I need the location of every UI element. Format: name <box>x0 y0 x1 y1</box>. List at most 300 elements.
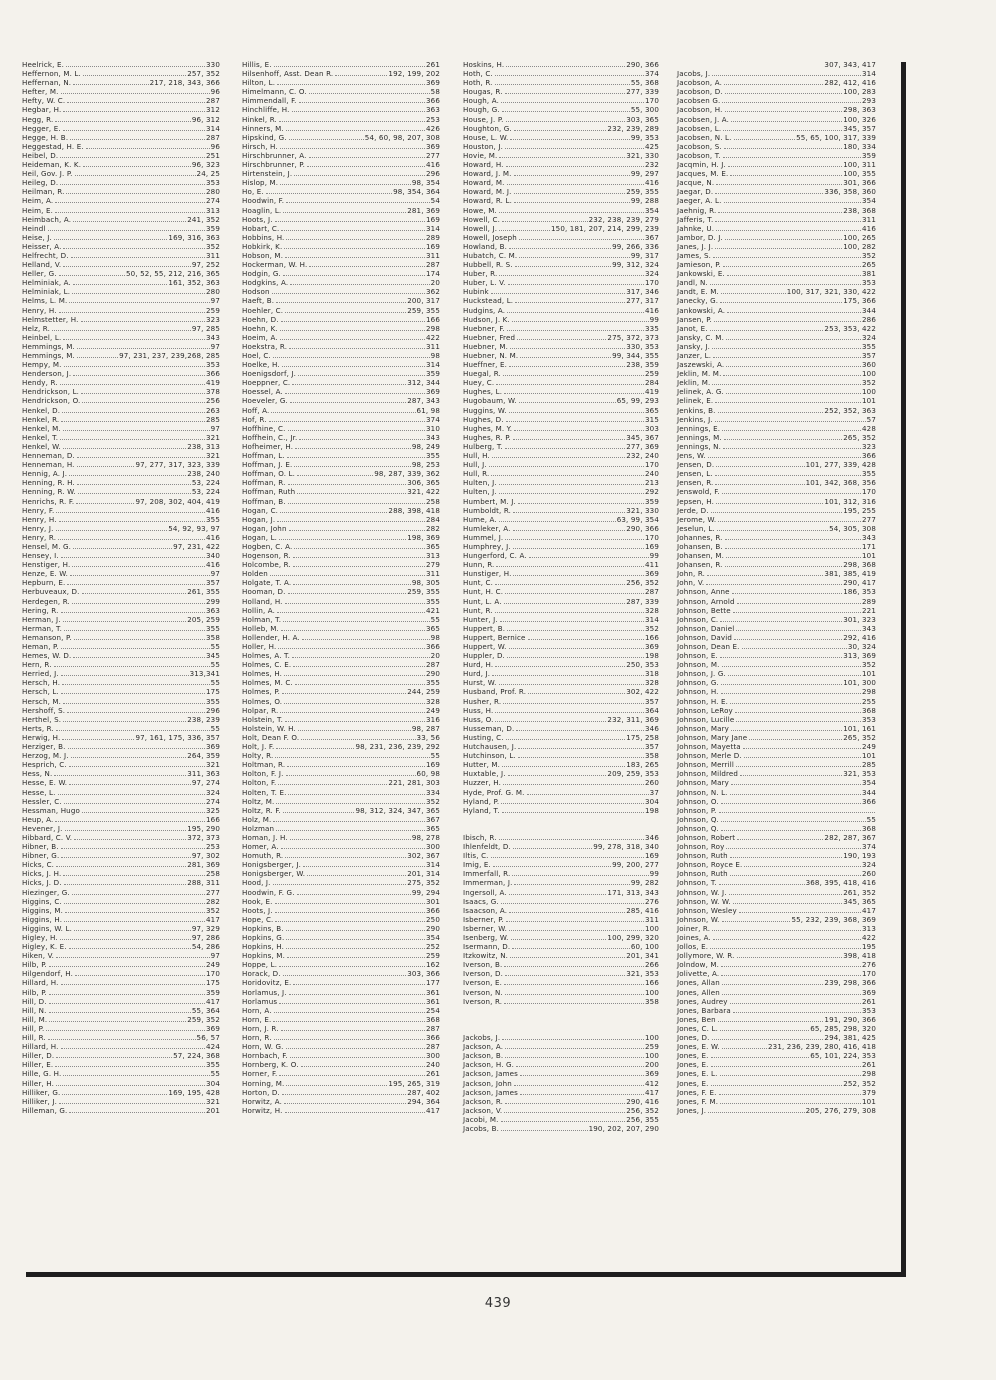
index-entry <box>22 715 220 724</box>
dot-leader <box>712 1039 824 1040</box>
entry-pages: 257, 352 <box>187 69 220 79</box>
dot-leader <box>303 866 425 867</box>
entry-name: Horack, D. <box>242 969 281 979</box>
index-entry <box>242 296 440 305</box>
dot-leader <box>68 748 205 749</box>
entry-name: Hough, G. <box>463 105 500 115</box>
dot-leader <box>272 293 425 294</box>
entry-pages: 101 <box>862 396 876 406</box>
dot-leader <box>529 557 649 558</box>
entry-pages: 381, 385, 419 <box>824 569 876 579</box>
entry-pages: 290, 417 <box>843 578 876 588</box>
entry-name: Hugobaum, W. <box>463 396 517 406</box>
entry-pages: 232, 238, 239, 279 <box>588 214 659 224</box>
entry-name: Hubink <box>463 287 489 297</box>
index-entry <box>242 697 440 706</box>
dot-leader <box>499 484 644 485</box>
entry-pages: 304 <box>645 796 659 806</box>
entry-name: Iverson, D. <box>463 969 503 979</box>
entry-name: Hoffman, Ruth <box>242 487 296 497</box>
entry-pages: 353 <box>862 1005 876 1015</box>
dot-leader <box>301 1066 425 1067</box>
entry-pages: 169 <box>426 214 440 224</box>
index-entry <box>242 251 440 260</box>
index-entry <box>677 60 876 69</box>
dot-leader <box>720 1075 862 1076</box>
entry-name: Jensen, L. <box>677 469 713 479</box>
dot-leader <box>281 1030 425 1031</box>
dot-leader <box>286 948 425 949</box>
entry-name: Heffernon, M. L. <box>22 69 81 79</box>
dot-leader <box>73 84 148 85</box>
dot-leader <box>505 593 644 594</box>
entry-name: Jacobs, J. <box>677 69 711 79</box>
entry-name: Heggestad, H. E. <box>22 141 84 151</box>
dot-leader <box>289 994 425 995</box>
dot-leader <box>292 384 406 385</box>
entry-pages: 317, 346 <box>626 287 659 297</box>
index-entry <box>463 1124 659 1133</box>
dot-leader <box>297 894 411 895</box>
dot-leader <box>503 703 644 704</box>
dot-leader <box>288 503 425 504</box>
index-entry <box>463 160 659 169</box>
dot-leader <box>62 684 209 685</box>
index-entry <box>242 1097 440 1106</box>
entry-name: Huggins, W. <box>463 405 507 415</box>
entry-name: Hurd, H. <box>463 660 494 670</box>
index-spacer <box>463 824 659 833</box>
entry-name: Hepburn, E. <box>22 578 66 588</box>
dot-leader <box>287 457 425 458</box>
index-entry <box>22 797 220 806</box>
index-entry <box>677 615 876 624</box>
index-entry <box>677 651 876 660</box>
entry-pages: 313,341 <box>189 669 220 679</box>
index-entry <box>22 387 220 396</box>
entry-name: Hornbach, F. <box>242 1051 288 1061</box>
entry-pages: 238, 368 <box>843 205 876 215</box>
dot-leader <box>723 130 842 131</box>
dot-leader <box>724 148 842 149</box>
index-entry <box>242 806 440 815</box>
index-entry <box>242 515 440 524</box>
entry-pages: 170 <box>645 460 659 470</box>
index-entry <box>677 78 876 87</box>
entry-name: Howell, C. <box>463 214 500 224</box>
entry-name: Hopkins, G. <box>242 933 285 942</box>
entry-name: Hipskind, G. <box>242 132 287 142</box>
dot-leader <box>499 521 616 522</box>
index-entry <box>242 733 440 742</box>
dot-leader <box>514 884 629 885</box>
index-entry <box>463 733 659 742</box>
index-entry <box>242 278 440 287</box>
entry-name: Jansen, P. <box>677 314 712 324</box>
entry-pages: 221, 281, 303 <box>388 778 440 788</box>
entry-name: Jerome, W. <box>677 514 717 524</box>
dot-leader <box>743 748 861 749</box>
index-entry <box>22 206 220 215</box>
entry-pages: 366 <box>862 451 876 461</box>
dot-leader <box>299 102 425 103</box>
dot-leader <box>510 139 629 140</box>
entry-pages: 366 <box>862 796 876 806</box>
entry-name: Hegge, H. B. <box>22 132 69 142</box>
index-entry <box>242 560 440 569</box>
entry-name: Hooman, D. <box>242 587 286 597</box>
index-entry <box>22 260 220 269</box>
index-entry <box>463 242 659 251</box>
entry-pages: 209, 259, 353 <box>607 769 659 779</box>
entry-pages: 301, 323 <box>843 614 876 624</box>
dot-leader <box>63 721 186 722</box>
entry-name: Hume, A. <box>463 514 497 524</box>
index-entry <box>22 233 220 242</box>
index-entry <box>242 406 440 415</box>
index-entry <box>677 142 876 151</box>
dot-leader <box>295 684 425 685</box>
entry-pages: 97 <box>210 341 220 351</box>
dot-leader <box>495 612 644 613</box>
entry-name: Helz, R. <box>22 323 51 333</box>
entry-name: Hill, D. <box>22 996 47 1006</box>
entry-pages: 422 <box>426 332 440 342</box>
entry-pages: 99, 353 <box>630 132 659 142</box>
dot-leader <box>73 548 172 549</box>
dot-leader <box>297 493 406 494</box>
index-entry <box>22 151 220 160</box>
entry-name: Heman, P. <box>22 642 59 651</box>
dot-leader <box>61 93 210 94</box>
dot-leader <box>284 675 425 676</box>
entry-name: Himelmann, C. O. <box>242 87 307 97</box>
entry-name: Hersch, L. <box>22 687 59 697</box>
index-entry <box>677 1006 876 1015</box>
dot-leader <box>282 1094 406 1095</box>
entry-pages: 251 <box>206 150 220 160</box>
entry-name: Jeklin, M. M. <box>677 369 722 379</box>
index-entry <box>242 742 440 751</box>
dot-leader <box>63 111 205 112</box>
index-entry <box>22 587 220 596</box>
index-entry <box>242 624 440 633</box>
entry-pages: 360 <box>862 360 876 370</box>
entry-pages: 364 <box>645 705 659 715</box>
dot-leader <box>503 375 644 376</box>
entry-name: Hesse, E. W. <box>22 778 68 788</box>
entry-name: Horn, A. <box>242 1005 272 1015</box>
index-entry <box>463 206 659 215</box>
dot-leader <box>501 903 644 904</box>
index-entry <box>463 533 659 542</box>
dot-leader <box>60 384 205 385</box>
entry-pages: 428 <box>862 423 876 433</box>
entry-pages: 232 <box>645 160 659 170</box>
entry-pages: 301 <box>426 896 440 906</box>
index-entry <box>22 633 220 642</box>
index-entry <box>463 1051 659 1060</box>
dot-leader <box>60 157 205 158</box>
index-entry <box>242 869 440 878</box>
entry-pages: 355 <box>426 678 440 688</box>
entry-name: Hicks, C. <box>22 860 55 870</box>
index-entry <box>242 433 440 442</box>
entry-name: Hempy, M. <box>22 360 62 370</box>
entry-pages: 33, 56 <box>416 732 440 742</box>
dot-leader <box>64 884 187 885</box>
entry-name: Hensel, M. G. <box>22 541 72 551</box>
entry-name: Hirschbrunner, A. <box>242 150 307 160</box>
dot-leader <box>507 330 644 331</box>
index-entry <box>677 778 876 787</box>
entry-pages: 323 <box>862 441 876 451</box>
dot-leader <box>74 639 205 640</box>
entry-name: Holt, Dean F. O. <box>242 732 300 742</box>
entry-pages: 287 <box>426 660 440 670</box>
index-entry <box>677 960 876 969</box>
entry-pages: 369 <box>426 387 440 397</box>
dot-leader <box>55 202 205 203</box>
entry-name: Huey, C. <box>463 378 495 388</box>
entry-name: Hersch, M. <box>22 696 62 706</box>
entry-name: Joiner, R. <box>677 923 711 933</box>
dot-leader <box>276 302 406 303</box>
index-entry <box>22 533 220 542</box>
index-entry <box>22 133 220 142</box>
entry-pages: 97, 231, 422 <box>173 541 220 551</box>
dot-leader <box>731 730 842 731</box>
entry-name: Hefty, W. C. <box>22 96 66 106</box>
entry-name: Herzog, M. J. <box>22 751 69 761</box>
entry-pages: 303, 366 <box>407 969 440 979</box>
entry-pages: 288, 311 <box>187 878 220 888</box>
entry-pages: 100, 265 <box>843 232 876 242</box>
entry-pages: 63, 99, 354 <box>616 514 659 524</box>
entry-pages: 416 <box>206 505 220 515</box>
entry-pages: 97, 302 <box>191 851 220 861</box>
dot-leader <box>513 548 644 549</box>
entry-name: Hiezinger, G. <box>22 887 70 897</box>
entry-pages: 101, 161 <box>843 723 876 733</box>
index-entry <box>463 469 659 478</box>
entry-name: Holcombe, R. <box>242 560 291 570</box>
dot-leader <box>495 721 606 722</box>
dot-leader <box>730 794 861 795</box>
index-entry <box>677 196 876 205</box>
dot-leader <box>519 257 630 258</box>
index-entry <box>677 942 876 951</box>
entry-pages: 98, 231, 236, 239, 292 <box>355 742 440 752</box>
entry-pages: 355 <box>426 451 440 461</box>
dot-leader <box>335 75 387 76</box>
entry-pages: 290, 416 <box>626 1096 659 1106</box>
index-entry <box>463 633 659 642</box>
entry-name: Henkel, D. <box>22 405 61 415</box>
dot-leader <box>514 175 630 176</box>
index-entry <box>463 278 659 287</box>
index-entry <box>242 906 440 915</box>
dot-leader <box>277 521 425 522</box>
index-entry <box>242 497 440 506</box>
index-entry <box>22 615 220 624</box>
dot-leader <box>49 1021 186 1022</box>
entry-pages: 311 <box>206 250 220 260</box>
entry-pages: 304 <box>206 1078 220 1088</box>
entry-pages: 169 <box>426 760 440 770</box>
entry-name: Henry, R. <box>22 532 57 542</box>
entry-name: Johnson, Wesley <box>677 905 737 915</box>
index-entry <box>463 1088 659 1097</box>
entry-pages: 316 <box>426 714 440 724</box>
entry-name: Johnson, Merrill <box>677 760 734 770</box>
dot-leader <box>285 857 406 858</box>
entry-name: Joines, A. <box>677 933 711 942</box>
entry-pages: 56, 57 <box>196 1033 220 1043</box>
entry-name: Jerde, D. <box>677 505 709 515</box>
index-entry <box>677 378 876 387</box>
index-entry <box>677 478 876 487</box>
entry-name: Hook, E. <box>242 896 273 906</box>
entry-pages: 314 <box>645 614 659 624</box>
dot-leader <box>515 266 611 267</box>
entry-pages: 240 <box>645 469 659 479</box>
entry-pages: 359 <box>862 150 876 160</box>
index-entry <box>22 960 220 969</box>
entry-name: Henkel, T. <box>22 432 59 442</box>
entry-pages: 345, 357 <box>843 123 876 133</box>
entry-name: Jackson, John <box>463 1078 512 1088</box>
dot-leader <box>514 430 644 431</box>
entry-pages: 398, 418 <box>843 951 876 961</box>
index-entry <box>463 360 659 369</box>
dot-leader <box>707 575 823 576</box>
dot-leader <box>70 139 205 140</box>
dot-leader <box>286 775 416 776</box>
entry-name: Huebner, M. <box>463 341 509 351</box>
dot-leader <box>725 111 843 112</box>
entry-name: Jacqmin, H. J. <box>677 160 726 170</box>
dot-leader <box>284 1103 406 1104</box>
index-entry <box>677 660 876 669</box>
dot-leader <box>301 739 415 740</box>
index-entry <box>242 242 440 251</box>
dot-leader <box>706 584 842 585</box>
entry-name: Johnson, J. G. <box>677 669 726 679</box>
index-entry <box>242 1042 440 1051</box>
index-entry <box>242 115 440 124</box>
index-entry <box>677 124 876 133</box>
entry-pages: 381 <box>862 269 876 279</box>
dot-leader <box>505 539 644 540</box>
entry-name: Hiken, V. <box>22 951 55 961</box>
entry-name: Hislop, M. <box>242 178 279 188</box>
index-entry <box>242 633 440 642</box>
entry-name: Johnson, T. <box>677 878 717 888</box>
entry-name: Jacobsen, J. A. <box>677 114 730 124</box>
entry-name: House, J. P. <box>463 114 504 124</box>
index-entry <box>677 687 876 696</box>
entry-pages: 365 <box>426 541 440 551</box>
entry-pages: 352 <box>862 378 876 388</box>
index-entry <box>22 742 220 751</box>
index-entry <box>677 969 876 978</box>
entry-name: Jensen, D. <box>677 460 715 470</box>
entry-pages: 321, 330 <box>626 505 659 515</box>
index-entry <box>677 469 876 478</box>
entry-name: Heffernan, N. <box>22 78 72 88</box>
entry-pages: 368 <box>426 1014 440 1024</box>
index-entry <box>463 287 659 296</box>
entry-pages: 355 <box>206 514 220 524</box>
index-entry <box>677 669 876 678</box>
entry-name: Henkel, W. <box>22 441 61 451</box>
entry-name: Hilgendorf, H. <box>22 969 73 979</box>
entry-pages: 275, 372, 373 <box>607 332 659 342</box>
entry-name: Immerman, J. <box>463 878 513 888</box>
entry-name: Johnson, Q. <box>677 823 719 833</box>
entry-name: Hendrickson, O. <box>22 396 81 406</box>
dot-leader <box>64 630 205 631</box>
index-entry <box>463 187 659 196</box>
entry-name: Holland, H. <box>242 596 283 606</box>
entry-name: Holman, T. <box>242 614 282 624</box>
dot-leader <box>734 139 796 140</box>
index-entry <box>463 460 659 469</box>
index-entry <box>463 1033 659 1042</box>
dot-leader <box>501 1121 626 1122</box>
dot-leader <box>285 312 406 313</box>
entry-pages: 354 <box>862 196 876 206</box>
entry-pages: 232, 239, 289 <box>607 123 659 133</box>
entry-pages: 369 <box>645 1069 659 1079</box>
entry-name: Hogan, J. <box>242 514 276 524</box>
dot-leader <box>506 739 626 740</box>
index-entry <box>22 160 220 169</box>
entry-name: Jackson, James <box>463 1069 518 1079</box>
index-entry <box>22 951 220 960</box>
index-entry <box>463 578 659 587</box>
dot-leader <box>283 212 406 213</box>
entry-name: Johnson, W. W. <box>677 896 731 906</box>
entry-name: Howard, J. M. <box>463 169 512 179</box>
entry-pages: 55 <box>210 723 220 733</box>
entry-pages: 161, 352, 363 <box>168 278 220 288</box>
index-entry <box>242 1060 440 1069</box>
entry-name: Holmes, C. E. <box>242 660 292 670</box>
entry-name: Johnson, Lucille <box>677 714 735 724</box>
entry-pages: 355 <box>862 341 876 351</box>
dot-leader <box>719 1094 862 1095</box>
index-entry <box>242 751 440 760</box>
horizontal-rule <box>26 1272 906 1277</box>
entry-pages: 100 <box>645 1051 659 1061</box>
index-entry <box>463 597 659 606</box>
index-entry <box>463 315 659 324</box>
dot-leader <box>48 230 205 231</box>
entry-name: Jens, W. <box>677 451 706 461</box>
entry-name: Hughes, M. Y. <box>463 423 513 433</box>
entry-name: Jacobsen G. <box>677 96 721 106</box>
index-entry <box>677 551 876 560</box>
entry-name: Huber, L. V. <box>463 278 506 288</box>
dot-leader <box>290 284 429 285</box>
entry-name: Hodson <box>242 287 270 297</box>
entry-pages: 289 <box>862 596 876 606</box>
entry-pages: 312, 344 <box>407 378 440 388</box>
dot-leader <box>708 457 861 458</box>
dot-leader <box>726 848 861 849</box>
